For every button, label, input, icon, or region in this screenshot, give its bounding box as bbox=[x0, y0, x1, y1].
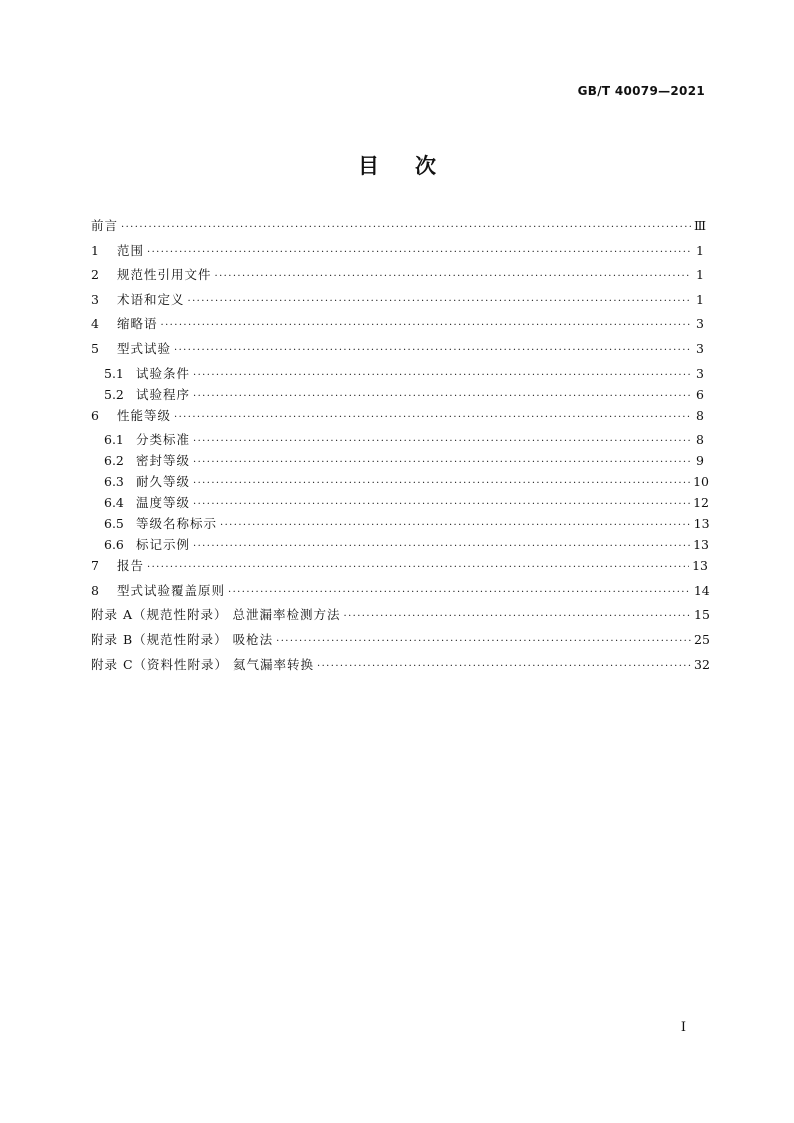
toc-entry[interactable] bbox=[91, 514, 710, 535]
toc-entry[interactable] bbox=[91, 216, 707, 241]
toc-entry[interactable] bbox=[91, 385, 704, 406]
toc-entry-title: 术语和定义 bbox=[117, 291, 185, 307]
toc-entry-page: 10 bbox=[693, 474, 709, 490]
standard-number: GB/T 40079—2021 bbox=[577, 84, 705, 98]
toc-entry-number: 3 bbox=[91, 291, 99, 307]
toc-entry-number: 6.3 bbox=[104, 474, 124, 490]
toc-entry-page: 1 bbox=[696, 291, 704, 307]
toc-entry-page: 25 bbox=[694, 631, 710, 647]
toc-entry-number: 5.1 bbox=[104, 365, 124, 381]
toc-entry-page: 13 bbox=[692, 558, 708, 574]
toc-entry-page: 12 bbox=[693, 495, 709, 511]
toc-entry[interactable] bbox=[91, 290, 704, 315]
toc-entry-number: 4 bbox=[91, 316, 99, 332]
toc-entry[interactable] bbox=[91, 314, 704, 339]
toc-entry-title: 分类标准 bbox=[136, 432, 191, 448]
toc-entry[interactable] bbox=[91, 630, 710, 655]
toc-entry-page: 3 bbox=[696, 316, 704, 332]
toc-entry-number: 5.2 bbox=[104, 386, 124, 402]
toc-dot-leader bbox=[215, 271, 691, 282]
toc-entry-number: 6.4 bbox=[104, 495, 124, 511]
toc-entry-title: 性能等级 bbox=[117, 407, 172, 423]
toc-dot-leader bbox=[147, 247, 691, 258]
table-of-contents bbox=[91, 216, 710, 679]
toc-entry-title: 试验程序 bbox=[136, 386, 191, 402]
toc-entry-page: 6 bbox=[696, 386, 704, 402]
toc-entry[interactable] bbox=[91, 581, 710, 606]
toc-entry-title: 附录 B（规范性附录） 吸枪法 bbox=[91, 631, 274, 647]
toc-entry-title: 型式试验 bbox=[117, 340, 172, 356]
toc-entry-number: 5 bbox=[91, 340, 99, 356]
toc-entry-title: 规范性引用文件 bbox=[117, 267, 212, 283]
toc-entry[interactable] bbox=[91, 364, 704, 385]
toc-entry-number: 6.1 bbox=[104, 432, 124, 448]
toc-entry-title: 附录 C（资料性附录） 氦气漏率转换 bbox=[91, 656, 315, 672]
toc-entry-number: 6.6 bbox=[104, 537, 124, 553]
toc-dot-leader bbox=[343, 611, 691, 622]
toc-entry-page: 1 bbox=[696, 242, 704, 258]
toc-entry-number: 6 bbox=[91, 407, 99, 423]
toc-entry-page: 9 bbox=[696, 453, 704, 469]
toc-entry[interactable] bbox=[91, 655, 710, 680]
toc-entry[interactable] bbox=[91, 406, 704, 431]
toc-entry-title: 型式试验覆盖原则 bbox=[117, 582, 226, 598]
toc-entry[interactable] bbox=[91, 556, 708, 581]
page-number: I bbox=[680, 1020, 686, 1035]
toc-dot-leader bbox=[193, 391, 691, 402]
toc-dot-leader bbox=[147, 562, 689, 573]
toc-dot-leader bbox=[228, 587, 691, 598]
toc-entry-page: 3 bbox=[696, 340, 704, 356]
toc-entry-number: 2 bbox=[91, 267, 99, 283]
toc-entry-title: 报告 bbox=[117, 558, 145, 574]
toc-entry[interactable] bbox=[91, 339, 704, 364]
toc-entry-number: 1 bbox=[91, 242, 99, 258]
toc-entry-page: 13 bbox=[693, 537, 709, 553]
toc-entry-page: 32 bbox=[694, 656, 710, 672]
toc-entry-number: 6.5 bbox=[104, 516, 124, 532]
toc-entry-title: 附录 A（规范性附录） 总泄漏率检测方法 bbox=[91, 607, 341, 623]
toc-dot-leader bbox=[193, 457, 691, 468]
toc-dot-leader bbox=[161, 320, 691, 331]
toc-entry-page: Ⅲ bbox=[694, 218, 707, 233]
toc-dot-leader bbox=[121, 222, 691, 233]
toc-entry-page: 3 bbox=[696, 365, 704, 381]
toc-entry-page: 14 bbox=[693, 582, 710, 598]
toc-dot-leader bbox=[193, 541, 690, 552]
toc-entry[interactable] bbox=[91, 430, 704, 451]
toc-entry-title: 等级名称标示 bbox=[136, 516, 218, 532]
toc-dot-leader bbox=[220, 520, 691, 531]
toc-entry-number: 7 bbox=[91, 558, 99, 574]
toc-entry-page: 15 bbox=[694, 607, 710, 623]
toc-entry[interactable] bbox=[91, 451, 704, 472]
toc-entry-title: 温度等级 bbox=[136, 495, 191, 511]
toc-entry-title: 标记示例 bbox=[136, 537, 191, 553]
toc-entry[interactable] bbox=[91, 605, 710, 630]
toc-dot-leader bbox=[174, 412, 691, 423]
toc-entry-title: 范围 bbox=[117, 242, 145, 258]
toc-dot-leader bbox=[193, 478, 690, 489]
toc-entry-number: 8 bbox=[91, 582, 99, 598]
toc-entry-title: 前言 bbox=[91, 218, 119, 233]
page-title: 目次 bbox=[358, 154, 472, 178]
toc-entry-number: 6.2 bbox=[104, 453, 124, 469]
toc-entry-title: 耐久等级 bbox=[136, 474, 191, 490]
toc-dot-leader bbox=[174, 345, 691, 356]
toc-dot-leader bbox=[193, 499, 690, 510]
toc-entry[interactable] bbox=[91, 535, 709, 556]
toc-entry[interactable] bbox=[91, 265, 704, 290]
toc-entry-title: 缩略语 bbox=[117, 316, 158, 332]
toc-entry-page: 1 bbox=[696, 267, 704, 283]
toc-dot-leader bbox=[276, 636, 691, 647]
toc-entry[interactable] bbox=[91, 472, 709, 493]
toc-dot-leader bbox=[317, 661, 691, 672]
toc-entry[interactable] bbox=[91, 241, 704, 266]
toc-dot-leader bbox=[193, 436, 691, 447]
toc-entry[interactable] bbox=[91, 493, 709, 514]
toc-entry-page: 8 bbox=[696, 432, 704, 448]
toc-dot-leader bbox=[193, 370, 691, 381]
toc-entry-page: 13 bbox=[693, 516, 710, 532]
toc-entry-page: 8 bbox=[696, 407, 704, 423]
toc-entry-title: 密封等级 bbox=[136, 453, 191, 469]
toc-dot-leader bbox=[188, 296, 691, 307]
toc-entry-title: 试验条件 bbox=[136, 365, 191, 381]
